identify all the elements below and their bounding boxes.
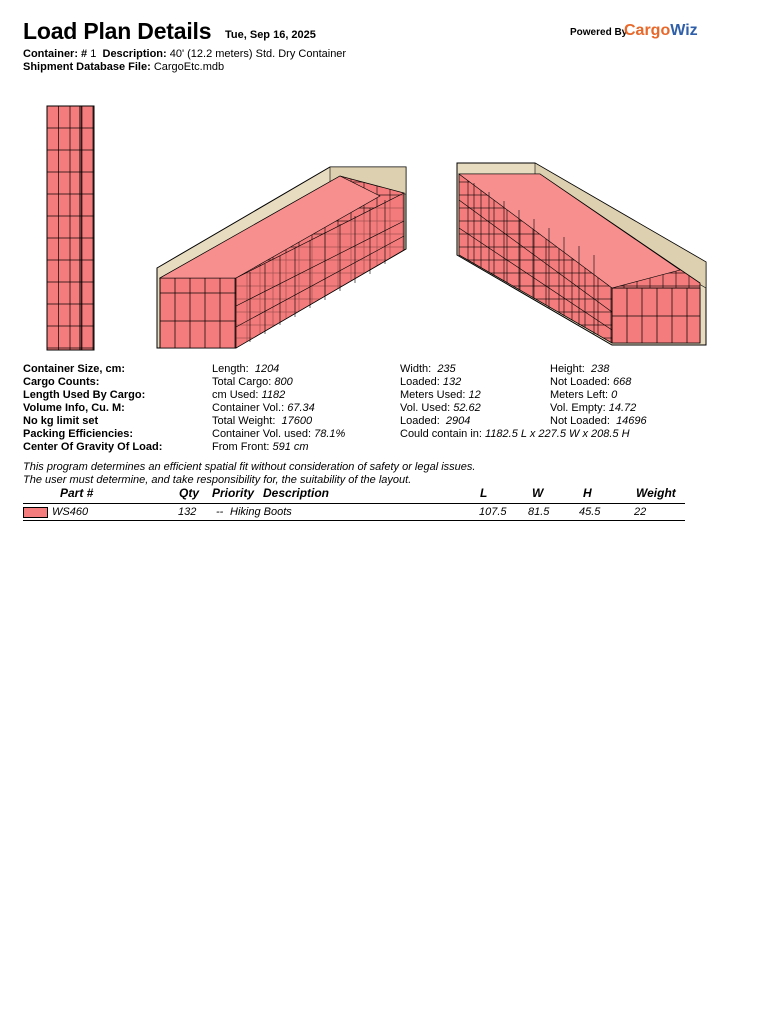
stat-meters-used: Meters Used: 12 xyxy=(400,389,481,401)
col-header-h: H xyxy=(583,486,592,500)
col-header-description: Description xyxy=(263,486,330,500)
col-header-w: W xyxy=(532,486,544,500)
label-length-used: Length Used By Cargo: xyxy=(23,389,146,401)
page-title: Load Plan Details xyxy=(23,18,212,44)
container-label: Container: # xyxy=(23,48,88,60)
logo-part-wiz: Wiz xyxy=(670,22,698,39)
logo-part-cargo: Cargo xyxy=(624,22,671,39)
table-header-rule xyxy=(23,503,685,504)
stat-vol-empty: Vol. Empty: 14.72 xyxy=(550,402,637,414)
stat-total-weight: Total Weight: 17600 xyxy=(212,415,313,427)
stat-cm-used: cm Used: 1182 xyxy=(212,389,286,401)
stat-not-loaded-count: Not Loaded: 668 xyxy=(550,376,632,388)
container-line xyxy=(23,48,346,60)
cell-w: 81.5 xyxy=(528,506,550,518)
col-header-qty: Qty xyxy=(179,486,200,500)
stat-not-loaded-weight: Not Loaded: 14696 xyxy=(550,415,647,427)
stat-could-contain: Could contain in: 1182.5 L x 227.5 W x 208.5 H xyxy=(400,428,630,440)
stat-length: Length: 1204 xyxy=(212,363,280,375)
col-header-l: L xyxy=(480,486,488,500)
stat-meters-left: Meters Left: 0 xyxy=(550,389,618,401)
stat-from-front: From Front: 591 cm xyxy=(212,441,309,453)
disclaimer-line-2: The user must determine, and take responsibility for, the suitability of the layout. xyxy=(23,474,412,486)
isometric-view-right xyxy=(457,163,706,345)
label-center-of-gravity: Center Of Gravity Of Load: xyxy=(23,441,163,453)
disclaimer-line-1: This program determines an efficient spatial fit without consideration of safety or legal issues. xyxy=(23,461,476,473)
cargowiz-logo xyxy=(624,22,698,40)
database-label: Shipment Database File: xyxy=(23,61,151,73)
cargo-color-swatch xyxy=(23,507,48,518)
isometric-view-left xyxy=(157,167,406,348)
label-kg-limit: No kg limit set xyxy=(23,415,99,427)
cell-l: 107.5 xyxy=(479,506,507,518)
cell-part: WS460 xyxy=(52,506,89,518)
stat-total-cargo: Total Cargo: 800 xyxy=(212,376,293,388)
database-file: CargoEtc.mdb xyxy=(153,61,225,73)
database-line xyxy=(23,61,224,73)
description-label: Description: xyxy=(102,48,167,60)
stat-width: Width: 235 xyxy=(400,363,456,375)
cell-h: 45.5 xyxy=(579,506,601,518)
load-plan-views xyxy=(0,95,768,355)
stat-height: Height: 238 xyxy=(550,363,610,375)
top-view xyxy=(47,106,94,350)
container-description: 40' (12.2 meters) Std. Dry Container xyxy=(169,48,347,60)
report-date: Tue, Sep 16, 2025 xyxy=(225,29,316,41)
label-volume-info: Volume Info, Cu. M: xyxy=(23,402,125,414)
cell-weight: 22 xyxy=(634,506,647,518)
stat-loaded-weight: Loaded: 2904 xyxy=(400,415,471,427)
stat-loaded-count: Loaded: 132 xyxy=(400,376,462,388)
table-bottom-rule xyxy=(23,520,685,521)
stat-vol-used: Vol. Used: 52.62 xyxy=(400,402,481,414)
cell-priority: -- xyxy=(216,506,224,518)
powered-by-label: Powered By xyxy=(570,27,628,38)
label-packing-efficiencies: Packing Efficiencies: xyxy=(23,428,134,440)
col-header-priority: Priority xyxy=(212,486,255,500)
cell-description: Hiking Boots xyxy=(230,506,292,518)
label-container-size: Container Size, cm: xyxy=(23,363,126,375)
container-number: 1 xyxy=(90,48,97,60)
col-header-weight: Weight xyxy=(636,486,676,500)
label-cargo-counts: Cargo Counts: xyxy=(23,376,100,388)
stat-container-vol: Container Vol.: 67.34 xyxy=(212,402,315,414)
col-header-part: Part # xyxy=(60,486,94,500)
cell-qty: 132 xyxy=(178,506,197,518)
stat-container-vol-used: Container Vol. used: 78.1% xyxy=(212,428,346,440)
